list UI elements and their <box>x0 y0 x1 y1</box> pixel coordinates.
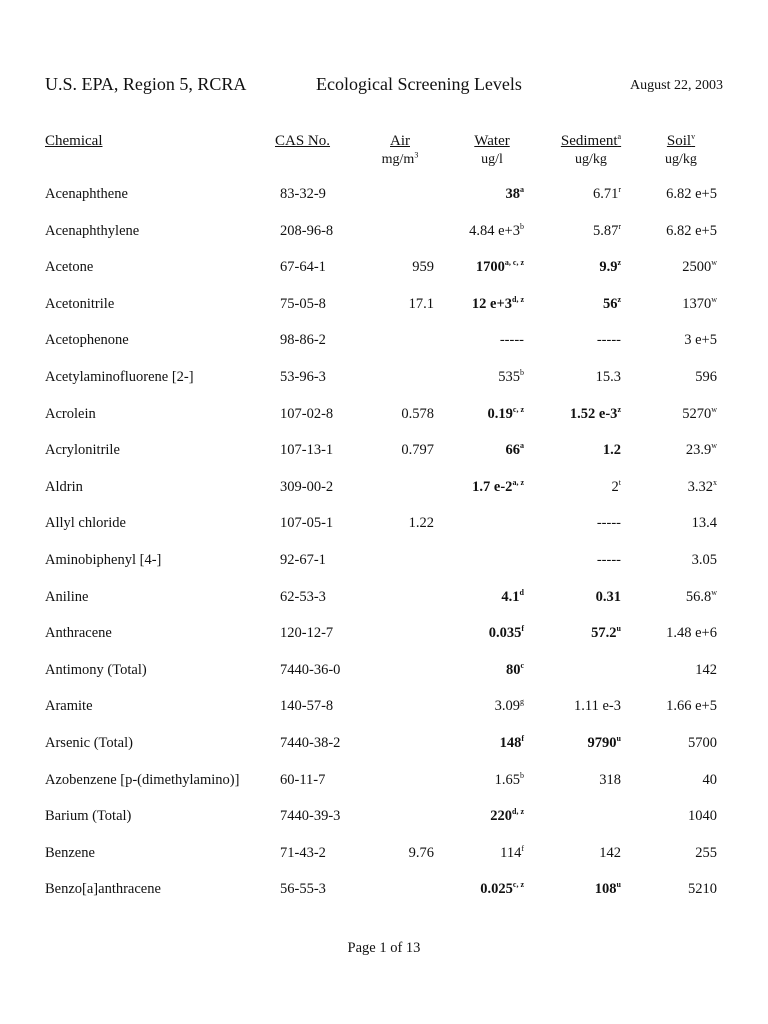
sediment-value: ----- <box>596 515 621 532</box>
sediment-value: 1.52 e-3$^z$ <box>569 404 621 422</box>
cas-number: 208-96-8 <box>280 222 334 239</box>
footnote-marker: z <box>617 258 621 268</box>
chemical-name: Azobenzene [p-(dimethylamino)] <box>45 771 240 788</box>
chemical-name: Antimony (Total) <box>45 661 147 678</box>
cas-number: 62-53-3 <box>280 588 326 605</box>
footnote-marker: g <box>520 697 524 707</box>
water-value: 0.035$^f$ <box>488 624 524 642</box>
cas-number: 7440-39-3 <box>280 808 341 825</box>
footnote-marker: a <box>520 441 524 451</box>
footnote-marker: d <box>519 587 524 597</box>
footnote-marker: a, z <box>512 477 524 487</box>
water-value: 1.7 e-2$^{a, z}$ <box>472 477 524 495</box>
footnote-marker: c <box>520 660 524 670</box>
cas-number: 53-96-3 <box>280 368 326 385</box>
sediment-value: 1.2 <box>602 442 621 459</box>
water-value: 4.1$^d$ <box>501 587 524 605</box>
sediment-value: 318 <box>599 771 621 788</box>
header-agency: U.S. EPA, Region 5, RCRA <box>45 74 247 94</box>
chemical-name: Aminobiphenyl [4-] <box>45 551 162 568</box>
water-value: ----- <box>499 332 524 349</box>
sediment-value: 57.2$^u$ <box>591 624 621 642</box>
footnote-marker: x <box>713 477 717 487</box>
table-row <box>0 221 768 258</box>
water-value: 12 $e+3^{d, z}$ <box>471 294 524 312</box>
footnote-marker: u <box>616 734 621 744</box>
water-value: 38$^a$ <box>505 185 524 202</box>
water-value: 80$^c$ <box>505 660 524 678</box>
chemical-name: Aniline <box>45 588 89 605</box>
air-value: 9.76 <box>408 844 434 861</box>
table-row <box>0 660 768 697</box>
cas-number: 92-67-1 <box>280 551 326 568</box>
chemical-name: Acrolein <box>45 405 96 422</box>
soil-value: 1040 <box>688 808 717 825</box>
air-value: 1.22 <box>408 515 434 532</box>
chemical-name: Arsenic (Total) <box>45 734 133 751</box>
chemical-name: Acetonitrile <box>45 295 115 312</box>
chemical-name: Allyl chloride <box>45 515 126 532</box>
water-value: 4.84 $e+3^b$ <box>469 221 524 239</box>
footnote-marker: r <box>618 221 621 231</box>
column-header-water: Water ug/l <box>466 133 518 168</box>
chemical-name: Aldrin <box>45 478 83 495</box>
column-header-air: Air $mg/m^3$ <box>381 133 419 167</box>
air-value: 959 <box>412 259 434 276</box>
soil-value: 3.32$^x$ <box>687 477 717 495</box>
chemical-name: Benzene <box>45 844 95 861</box>
water-value: 0.025$^{c, z}$ <box>480 880 524 898</box>
sediment-value: 1.11 e-3 <box>574 698 621 715</box>
water-value: 114$^f$ <box>500 843 524 861</box>
chemical-name: Acetone <box>45 259 94 276</box>
footnote-marker: d, z <box>512 294 524 304</box>
cas-number: 7440-38-2 <box>280 734 341 751</box>
sediment-value: 5.87$^r$ <box>592 221 621 239</box>
table-row <box>0 404 768 441</box>
footnote-marker: r <box>618 185 621 195</box>
water-value: 148$^f$ <box>499 734 524 751</box>
footnote-marker: a <box>520 185 524 195</box>
sediment-value: 15.3 <box>595 368 621 385</box>
air-unit: $mg/m^3$ <box>381 150 419 167</box>
footnote-marker: w <box>711 294 717 304</box>
chemical-name: Acenaphthylene <box>45 222 140 239</box>
soil-value: 23.9$^w$ <box>685 441 717 459</box>
header-title: Ecological Screening Levels <box>316 74 522 94</box>
soil-value: 56.8$^w$ <box>685 587 717 605</box>
cas-number: 71-43-2 <box>280 844 326 861</box>
water-value: 3.09$^g$ <box>494 697 524 715</box>
chemical-name: Aramite <box>45 698 93 715</box>
soil-value: 2500$^w$ <box>682 258 717 276</box>
water-value: 1700$^{a, c, z}$ <box>475 258 524 276</box>
table-row <box>0 806 768 843</box>
footnote-marker: b <box>520 221 524 231</box>
table-row <box>0 440 768 477</box>
footnote-marker: f <box>521 624 524 634</box>
cas-number: 75-05-8 <box>280 295 326 312</box>
soil-value: 3 e+5 <box>684 332 717 349</box>
footnote-marker: b <box>520 770 524 780</box>
table-row <box>0 696 768 733</box>
column-header-sediment: Sediment$^a$ ug/kg <box>556 133 626 168</box>
footnote-marker: u <box>616 880 621 890</box>
cas-number: 120-12-7 <box>280 625 334 642</box>
sediment-value: 0.31 <box>595 588 621 605</box>
cas-number: 309-00-2 <box>280 478 334 495</box>
water-unit: ug/l <box>481 152 503 167</box>
table-row <box>0 550 768 587</box>
page-header <box>0 74 768 100</box>
footnote-marker: f <box>521 734 524 744</box>
table-row <box>0 513 768 550</box>
chemical-name: Acenaphthene <box>45 186 128 202</box>
table-row <box>0 587 768 624</box>
soil-value: 13.4 <box>691 515 717 532</box>
water-value: 66$^a$ <box>505 441 524 459</box>
table-row <box>0 477 768 514</box>
footnote-marker: f <box>521 843 524 853</box>
column-header-soil: Soil$^v$ ug/kg <box>660 133 702 168</box>
sediment-value: 9790$^u$ <box>587 734 621 751</box>
chemical-name: Acetylaminofluorene [2-] <box>45 368 194 385</box>
table-row <box>0 843 768 880</box>
soil-value: 255 <box>695 844 717 861</box>
table-row <box>0 294 768 331</box>
cas-number: 56-55-3 <box>280 881 326 898</box>
cas-number: 83-32-9 <box>280 186 326 202</box>
footnote-marker: w <box>711 404 717 414</box>
air-value: 0.578 <box>401 405 434 422</box>
footnote-marker: z <box>617 294 621 304</box>
footnote-marker: d, z <box>512 807 524 817</box>
table-row <box>0 367 768 404</box>
soil-value: 1.66 e+5 <box>666 698 717 715</box>
sediment-value: ----- <box>596 551 621 568</box>
cas-number: 140-57-8 <box>280 698 334 715</box>
water-value: 1.65$^b$ <box>494 770 524 788</box>
table-row <box>0 623 768 660</box>
cas-number: 107-05-1 <box>280 515 334 532</box>
cas-number: 107-02-8 <box>280 405 334 422</box>
screening-table <box>0 184 768 916</box>
chemical-name: Anthracene <box>45 625 112 642</box>
soil-value: 596 <box>695 368 717 385</box>
chemical-name: Benzo[a]anthracene <box>45 881 161 898</box>
sediment-unit: ug/kg <box>575 152 607 167</box>
table-row <box>0 184 768 221</box>
water-value: 220$^{d, z}$ <box>490 807 524 825</box>
air-value: 17.1 <box>408 295 434 312</box>
footnote-marker: w <box>711 441 717 451</box>
air-value: 0.797 <box>401 442 434 459</box>
cas-number: 7440-36-0 <box>280 661 341 678</box>
table-row <box>0 879 768 916</box>
table-row <box>0 770 768 807</box>
sediment-value: 9.9$^z$ <box>599 258 621 276</box>
footnote-marker: w <box>711 587 717 597</box>
sediment-value: 56$^z$ <box>602 294 621 312</box>
soil-value: 6.82 e+5 <box>666 186 717 202</box>
cas-number: 98-86-2 <box>280 332 326 349</box>
soil-value: 3.05 <box>691 551 717 568</box>
footnote-marker: z <box>617 404 621 414</box>
footnote-marker: c, z <box>512 880 524 890</box>
footnote-marker: w <box>711 258 717 268</box>
chemical-name: Barium (Total) <box>45 808 132 825</box>
soil-value: 40 <box>702 771 717 788</box>
soil-value: 142 <box>695 661 717 678</box>
cas-number: 67-64-1 <box>280 259 326 276</box>
footnote-marker: a, c, z <box>504 258 524 268</box>
footnote-marker: b <box>520 368 524 378</box>
table-row <box>0 257 768 294</box>
footnote-marker: u <box>616 624 621 634</box>
soil-value: 5270$^w$ <box>682 404 717 422</box>
sediment-value: ----- <box>596 332 621 349</box>
cas-number: 60-11-7 <box>280 771 326 788</box>
footnote-marker: t <box>618 477 621 487</box>
chemical-name: Acrylonitrile <box>45 442 120 459</box>
soil-value: 6.82 e+5 <box>666 222 717 239</box>
column-header-chemical: Chemical <box>45 133 103 149</box>
soil-value: 1370$^w$ <box>682 294 717 312</box>
header-date: August 22, 2003 <box>630 78 723 93</box>
column-header-cas: CAS No. <box>275 133 331 149</box>
sediment-value: 2$^t$ <box>611 477 621 495</box>
water-value: 535$^b$ <box>498 368 524 385</box>
sediment-value: 6.71$^r$ <box>592 185 621 202</box>
chemical-name: Acetophenone <box>45 332 129 349</box>
water-value: 0.19$^{c, z}$ <box>487 404 524 422</box>
table-row <box>0 330 768 367</box>
cas-number: 107-13-1 <box>280 442 334 459</box>
column-headers <box>0 133 768 173</box>
table-row <box>0 733 768 770</box>
soil-unit: ug/kg <box>665 152 697 167</box>
footnote-marker: c, z <box>512 404 524 414</box>
soil-value: 5700 <box>688 734 717 751</box>
sediment-value: 108$^u$ <box>594 880 621 898</box>
page-footer: Page 1 of 13 <box>347 940 421 956</box>
soil-value: 1.48 e+6 <box>666 625 717 642</box>
sediment-value: 142 <box>599 844 621 861</box>
soil-value: 5210 <box>688 881 717 898</box>
